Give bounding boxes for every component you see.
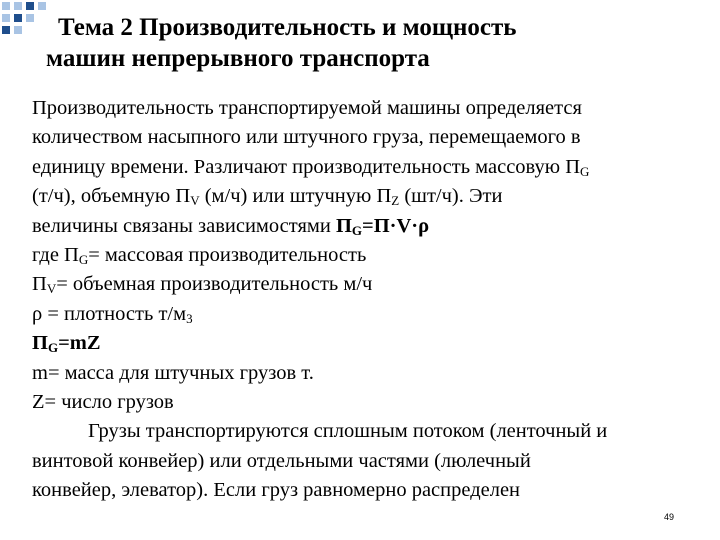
text-run: единицу времени. Различают производительность массовую П xyxy=(32,155,581,178)
decor-square xyxy=(26,14,34,22)
body-line: количеством насыпного или штучного груза, перемещаемого в xyxy=(32,126,581,149)
decor-square xyxy=(26,2,34,10)
body-line xyxy=(32,329,702,358)
formula-part: П xyxy=(32,332,48,355)
body-line: m= масса для штучных грузов т. xyxy=(32,361,314,384)
text-run: = объемная производительность м/ч xyxy=(56,273,373,296)
decor-square xyxy=(2,14,10,22)
page-number: 49 xyxy=(664,512,675,522)
body-line: Грузы транспортируются сплошным потоком (ленточный и xyxy=(88,420,608,443)
text-run: (м/ч) или штучную П xyxy=(199,185,392,208)
subscript: 3 xyxy=(186,310,193,326)
subscript: G xyxy=(47,340,59,356)
text-run: П xyxy=(32,273,47,296)
subscript: G xyxy=(78,251,89,267)
body-line xyxy=(32,300,702,329)
text-run: величины связаны зависимостями xyxy=(32,214,336,237)
slide-body xyxy=(32,94,702,505)
body-line xyxy=(32,241,702,270)
title-line-1: Тема 2 Производительность и мощность xyxy=(58,14,517,41)
title-line-2: машин непрерывного транспорта xyxy=(46,45,430,72)
formula-part: =mZ xyxy=(58,332,101,355)
formula xyxy=(336,215,429,237)
decor-square xyxy=(14,2,22,10)
text-run: где П xyxy=(32,243,79,266)
subscript: Z xyxy=(391,193,400,209)
decor-square xyxy=(2,26,10,34)
subscript: V xyxy=(46,281,57,297)
decor-square xyxy=(14,14,22,22)
text-run: (т/ч), объемную П xyxy=(32,185,191,208)
formula-part: =П·V·ρ xyxy=(362,214,430,237)
body-line: конвейер, элеватор). Если груз равномерно распределен xyxy=(32,479,521,502)
decor-square xyxy=(14,26,22,34)
subscript: V xyxy=(190,193,200,209)
text-run: = массовая производительность xyxy=(88,243,367,266)
body-line xyxy=(32,153,702,182)
text-run: ρ = плотность т/м xyxy=(32,302,187,325)
subscript: G xyxy=(580,163,590,179)
body-line xyxy=(32,270,702,299)
body-line xyxy=(32,212,702,241)
decor-square xyxy=(2,2,10,10)
body-line: Z= число грузов xyxy=(32,390,174,413)
formula-part: П xyxy=(335,214,352,237)
text-run: (шт/ч). Эти xyxy=(399,185,503,208)
subscript: G xyxy=(351,222,363,238)
slide-title xyxy=(36,12,676,74)
body-line: винтовой конвейер) или отдельными частями (люлечный xyxy=(32,449,531,472)
decor-square xyxy=(38,2,46,10)
body-line xyxy=(32,182,702,211)
formula xyxy=(32,332,101,354)
body-line: Производительность транспортируемой машины определяется xyxy=(32,97,582,119)
